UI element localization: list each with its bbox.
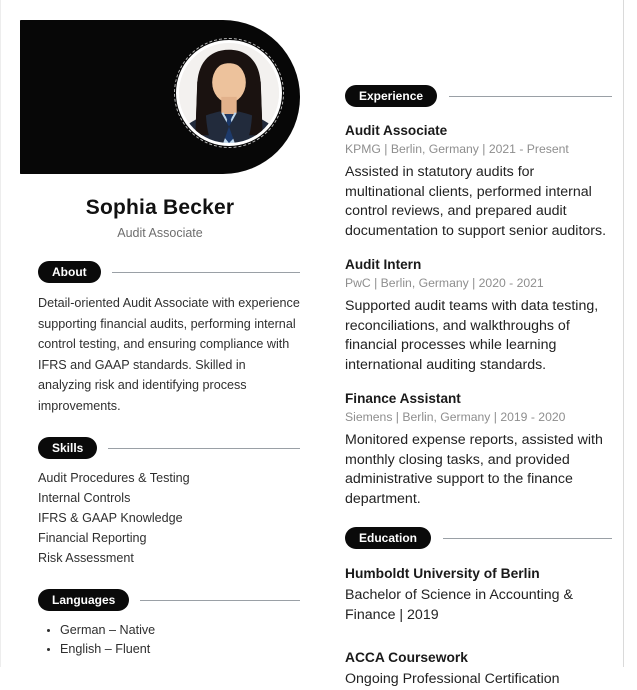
job-title: Finance Assistant [345, 391, 461, 406]
experience-badge: Experience [345, 85, 437, 107]
education-badge: Education [345, 527, 431, 549]
job-title: Audit Intern [345, 257, 422, 272]
languages-section [38, 589, 300, 659]
skill-item: IFRS & GAAP Knowledge [38, 511, 183, 525]
job-meta: KPMG | Berlin, Germany | 2021 - Present [345, 142, 569, 156]
skill-item: Risk Assessment [38, 551, 134, 565]
person-title: Audit Associate [117, 226, 203, 240]
skills-badge: Skills [38, 437, 97, 459]
person-name: Sophia Becker [85, 196, 235, 219]
languages-badge: Languages [38, 589, 129, 611]
education-entry [345, 565, 612, 625]
left-column [20, 20, 300, 659]
skill-item: Audit Procedures & Testing [38, 471, 190, 485]
job-title: Audit Associate [345, 123, 448, 138]
about-section [38, 261, 300, 416]
skills-list [38, 468, 300, 568]
job-description: Monitored expense reports, assisted with monthly closing tasks, and provided administrative support to the finance department. [345, 432, 603, 507]
about-badge: About [38, 261, 101, 283]
section-divider [443, 538, 612, 539]
job-description: Assisted in statutory audits for multinational clients, performed internal control reviews, and prepared audit documentation to support senior auditors. [345, 164, 607, 239]
right-column [345, 85, 612, 690]
page-right-edge [623, 0, 624, 667]
section-divider [449, 96, 612, 97]
skill-item: Internal Controls [38, 491, 131, 505]
language-item: • German – Native [60, 621, 300, 640]
job-meta: PwC | Berlin, Germany | 2020 - 2021 [345, 276, 544, 290]
experience-entry [345, 257, 612, 375]
education-school: ACCA Coursework [345, 650, 468, 665]
education-entry [345, 649, 612, 690]
education-detail: Bachelor of Science in Accounting & Finance | 2019 [345, 587, 573, 623]
experience-entry [345, 391, 612, 509]
job-description: Supported audit teams with data testing, reconciliations, and walkthroughs of financial processes while learning international auditing standards. [345, 298, 599, 373]
experience-entry [345, 123, 612, 241]
skill-item: Financial Reporting [38, 531, 147, 545]
avatar [176, 40, 282, 146]
section-divider [112, 272, 300, 273]
header-shape [20, 20, 300, 174]
woman-portrait-icon [179, 43, 279, 143]
language-item: • English – Fluent [60, 640, 300, 659]
languages-list [38, 621, 300, 659]
avatar-ring [174, 38, 284, 148]
education-detail: Ongoing Professional Certification [345, 671, 560, 687]
about-text: Detail-oriented Audit Associate with experience supporting financial audits, performing internal control testing, and ensuring compliance with IFRS and GAAP standards. Skilled in analyzing risk and identifying process improvements. [38, 296, 300, 413]
education-school: Humboldt University of Berlin [345, 566, 540, 581]
section-divider [108, 448, 300, 449]
job-meta: Siemens | Berlin, Germany | 2019 - 2020 [345, 410, 566, 424]
skills-section [38, 437, 300, 568]
section-divider [140, 600, 300, 601]
page-left-edge [0, 0, 1, 667]
